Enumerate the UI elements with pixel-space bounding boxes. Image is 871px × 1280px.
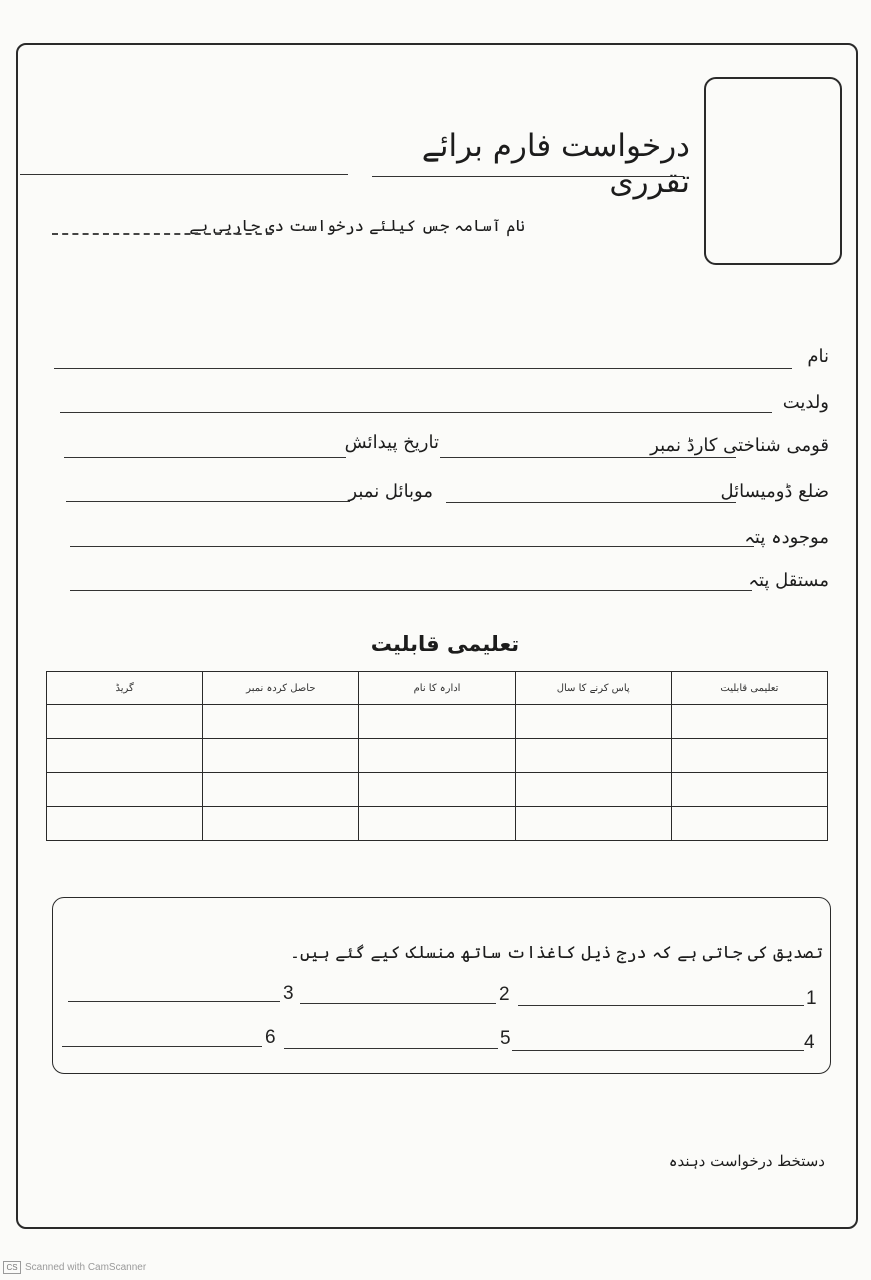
education-heading: تعلیمی قابلیت — [370, 632, 520, 656]
current-address-label: موجودہ پتہ — [744, 527, 829, 548]
permanent-address-field[interactable] — [70, 590, 752, 591]
table-cell[interactable] — [203, 773, 359, 807]
permanent-address-label: مستقل پتہ — [748, 570, 829, 591]
table-cell[interactable] — [359, 705, 515, 739]
table-cell[interactable] — [203, 807, 359, 841]
form-title: درخواست فارم برائے تقرری — [421, 128, 690, 200]
cnic-label: قومی شناختی کارڈ نمبر — [650, 435, 829, 456]
camscanner-icon: CS — [3, 1261, 21, 1274]
father-name-label: ولدیت — [782, 392, 829, 413]
table-cell[interactable] — [515, 773, 671, 807]
table-row — [47, 807, 828, 841]
table-cell[interactable] — [359, 739, 515, 773]
father-name-field[interactable] — [60, 412, 772, 413]
column-header-marks: حاصل کردہ نمبر — [203, 672, 359, 705]
mobile-label: موبائل نمبر — [348, 481, 433, 502]
document-field-3[interactable] — [68, 1001, 280, 1002]
document-number-3: 3 — [283, 983, 294, 1004]
dob-label: تاریخ پیدائش — [344, 432, 439, 453]
table-cell[interactable] — [359, 773, 515, 807]
column-header-qualification: تعلیمی قابلیت — [671, 672, 827, 705]
table-cell[interactable] — [671, 807, 827, 841]
document-field-5[interactable] — [284, 1048, 498, 1049]
document-field-1[interactable] — [518, 1005, 804, 1006]
table-cell[interactable] — [515, 739, 671, 773]
column-header-grade: گریڈ — [47, 672, 203, 705]
title-rule-left — [20, 174, 348, 175]
table-cell[interactable] — [47, 705, 203, 739]
mobile-field[interactable] — [66, 501, 350, 502]
table-cell[interactable] — [671, 705, 827, 739]
document-number-4: 4 — [804, 1032, 815, 1053]
document-number-2: 2 — [499, 984, 510, 1005]
table-cell[interactable] — [359, 807, 515, 841]
table-row — [47, 705, 828, 739]
document-field-2[interactable] — [300, 1003, 496, 1004]
signature-label: دستخط درخواست دہندہ — [668, 1152, 825, 1170]
document-field-4[interactable] — [512, 1050, 804, 1051]
table-cell[interactable] — [47, 773, 203, 807]
attestation-text: تصدیق کی جاتی ہے کہ درج ذیل کاغذات ساتھ منسلک کیے گئے ہیں۔ — [289, 943, 823, 963]
table-cell[interactable] — [671, 773, 827, 807]
table-cell[interactable] — [671, 739, 827, 773]
current-address-field[interactable] — [70, 546, 754, 547]
column-header-institution: ادارہ کا نام — [359, 672, 515, 705]
table-cell[interactable] — [203, 739, 359, 773]
table-cell[interactable] — [515, 705, 671, 739]
table-cell[interactable] — [203, 705, 359, 739]
table-cell[interactable] — [47, 807, 203, 841]
title-rule-right — [372, 176, 684, 177]
education-table — [46, 671, 828, 841]
name-field[interactable] — [54, 368, 792, 369]
document-number-1: 1 — [806, 988, 817, 1009]
document-number-5: 5 — [500, 1028, 511, 1049]
domicile-field[interactable] — [446, 502, 736, 503]
table-row — [47, 739, 828, 773]
scanner-watermark — [3, 1261, 146, 1274]
table-cell[interactable] — [47, 739, 203, 773]
education-header-row — [47, 672, 828, 705]
column-header-year: پاس کرنے کا سال — [515, 672, 671, 705]
dob-field[interactable] — [64, 457, 346, 458]
scanner-text: Scanned with CamScanner — [25, 1262, 147, 1273]
name-label: نام — [807, 346, 829, 367]
table-row — [47, 773, 828, 807]
table-cell[interactable] — [515, 807, 671, 841]
domicile-label: ضلع ڈومیسائل — [720, 481, 829, 502]
photo-box — [704, 77, 842, 265]
cnic-field[interactable] — [440, 457, 736, 458]
position-label: نام آسامہ جس کیلئے درخواست دی جارہی ہے — [189, 216, 525, 235]
document-field-6[interactable] — [62, 1046, 262, 1047]
position-field[interactable] — [52, 233, 272, 235]
document-number-6: 6 — [265, 1027, 276, 1048]
